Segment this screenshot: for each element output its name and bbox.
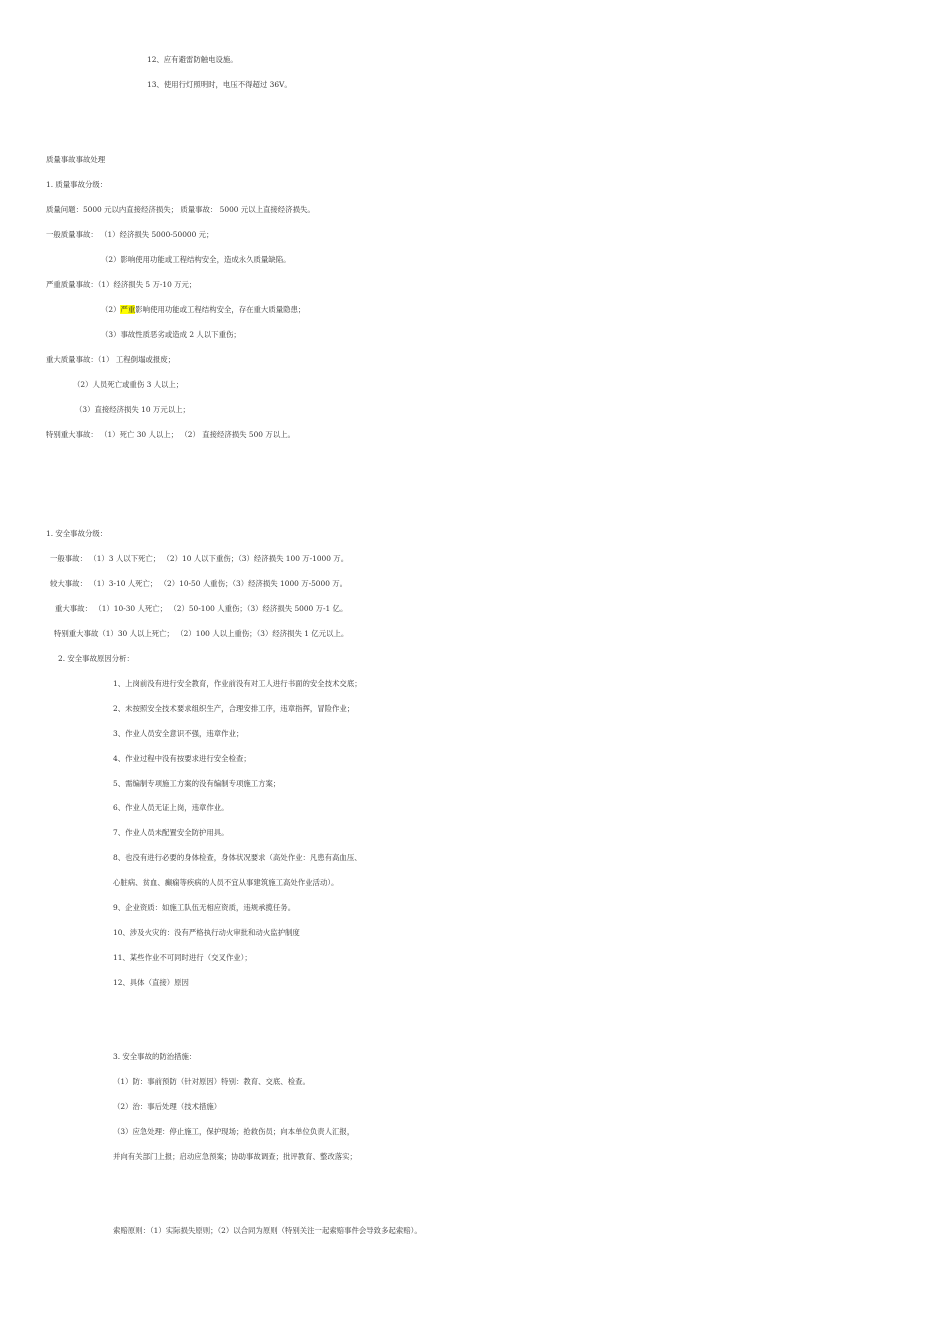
text-line: 索赔原则：（1）实际损失原则；（2）以合同为原则（特别关注一起索赔事件会导致多起索赔）。 xyxy=(113,1226,422,1235)
text-line: 重大质量事故：（1） 工程倒塌或报废； xyxy=(46,355,175,364)
list-item: 5、需编制专项施工方案的没有编制专项施工方案； xyxy=(113,779,281,788)
list-item: 4、作业过程中没有按要求进行安全检查； xyxy=(113,754,251,763)
section-heading: 3. 安全事故的防治措施： xyxy=(113,1052,197,1061)
text-line: 13、使用行灯照明时，电压不得超过 36V。 xyxy=(147,80,292,89)
text-line: （2）人员死亡或重伤 3 人以上； xyxy=(73,380,184,389)
list-item: 3、作业人员安全意识不强，违章作业； xyxy=(113,729,244,738)
text-line: 12、应有避雷防触电设施。 xyxy=(147,55,238,64)
list-item: 8、也没有进行必要的身体检查，身体状况要求（高处作业：凡患有高血压、 xyxy=(113,853,362,862)
section-heading: 1. 安全事故分级： xyxy=(46,529,108,538)
list-item: （3）应急处理：停止施工，保护现场；抢救伤员；向本单位负责人汇报， xyxy=(113,1127,355,1136)
list-item: 7、作业人员未配置安全防护用具。 xyxy=(113,828,229,837)
text-line: （3）事故性质恶劣或造成 2 人以下重伤； xyxy=(101,330,241,339)
section-title: 质量事故事故处理 xyxy=(46,155,106,164)
list-item: 12、具体（直接）原因 xyxy=(113,978,189,987)
text-fragment: 影响使用功能或工程结构安全，存在重大质量隐患； xyxy=(135,305,306,314)
list-item: 9、企业资质：如施工队伍无相应资质，违规承揽任务。 xyxy=(113,903,296,912)
section-heading: 2. 安全事故原因分析： xyxy=(58,654,134,663)
text-line: 一般事故： （1）3 人以下死亡； （2）10 人以下重伤；（3）经济损失 100 万-1000 万。 xyxy=(50,554,349,563)
text-line: 严重质量事故：（1）经济损失 5 万-10 万元； xyxy=(46,280,197,289)
highlighted-text: 严重 xyxy=(120,305,136,314)
text-fragment: （2） xyxy=(101,305,121,314)
list-item: 2、未按照安全技术要求组织生产，合理安排工序，违章指挥，冒险作业； xyxy=(113,704,355,713)
list-item: （2）治：事后处理（技术措施） xyxy=(113,1102,222,1111)
list-item: 6、作业人员无证上岗，违章作业。 xyxy=(113,803,229,812)
list-item: 并向有关部门上报；启动应急预案；协助事故调查；批评教育、整改落实； xyxy=(113,1152,357,1161)
text-line: （3）直接经济损失 10 万元以上； xyxy=(75,405,190,414)
text-line: （2）影响使用功能或工程结构安全，造成永久质量缺陷。 xyxy=(101,255,291,264)
text-line: 质量问题：5000 元以内直接经济损失； 质量事故： 5000 元以上直接经济损失。 xyxy=(46,205,315,214)
list-item: 11、某些作业不可同时进行（交叉作业）； xyxy=(113,953,252,962)
list-item: 心脏病、贫血、癫痫等疾病的人员不宜从事建筑施工高处作业活动）。 xyxy=(113,878,339,887)
text-line: 特别重大事故： （1）死亡 30 人以上； （2） 直接经济损失 500 万以上。 xyxy=(46,430,295,439)
text-line xyxy=(101,305,305,315)
text-line: 重大事故： （1）10-30 人死亡； （2）50-100 人重伤；（3）经济损失 5000 万-1 亿。 xyxy=(55,604,348,613)
text-line: 一般质量事故： （1）经济损失 5000-50000 元； xyxy=(46,230,214,239)
text-line: 较大事故： （1）3-10 人死亡； （2）10-50 人重伤；（3）经济损失 1000 万-5000 万。 xyxy=(50,579,348,588)
text-line: 特别重大事故（1）30 人以上死亡； （2）100 人以上重伤；（3）经济损失 1 亿元以上。 xyxy=(54,629,349,638)
list-item: 10、涉及火灾的：没有严格执行动火审批和动火监护制度 xyxy=(113,928,300,937)
list-item: （1）防：事前预防（针对原因）特别：教育、交底、检查。 xyxy=(113,1077,310,1086)
section-heading: 1. 质量事故分级： xyxy=(46,180,108,189)
list-item: 1、上岗前没有进行安全教育，作业前没有对工人进行书面的安全技术交底； xyxy=(113,679,362,688)
